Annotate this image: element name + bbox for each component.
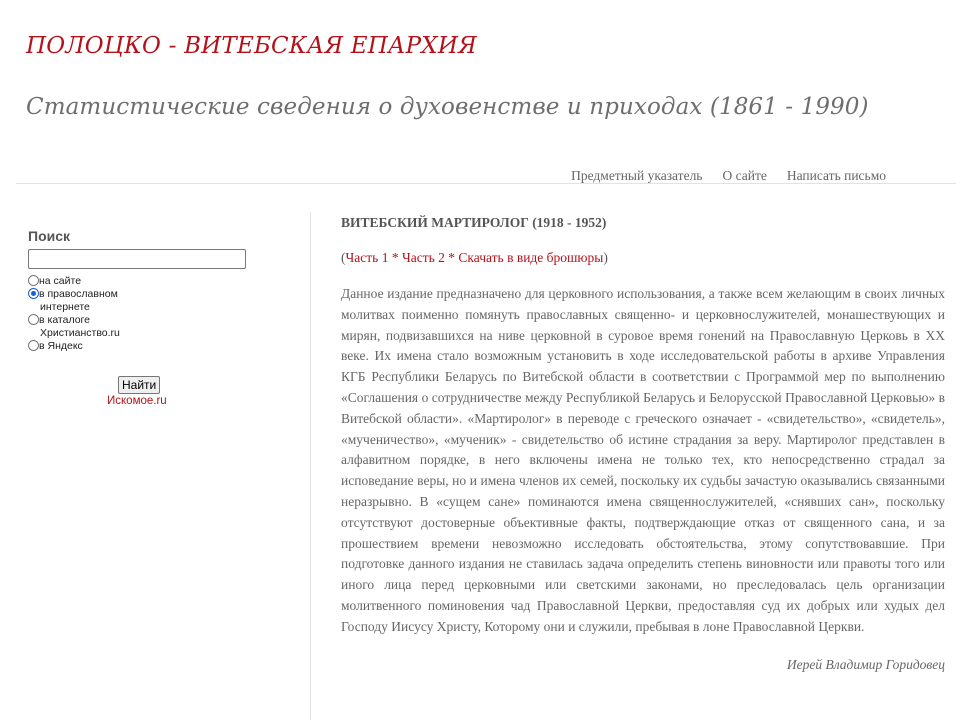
intro-paragraph: Данное издание предназначено для церковного использования, а также всем желающим в своих личных молитвах поименно помянуть православных священно- и церковнослужителей, монашествующих и мирян, подвизавшихся на ниве церковной в суровое время гонений на Православную Церковь в XX веке. Их имена стало возможным установить в ходе исследовательской работы в архиве Управления КГБ Республики Беларусь по Витебской области в соответствии с Программой мер по выполнению «Соглашения о сотрудничестве между Республикой Беларусь и Белорусской Православной Церковью» в Витебской области». «Мартиролог» в переводе с греческого означает - «свидетельство», «свидетель», «мученичество», «мученик» - свидетельство об истине страдания за веру. Мартиролог представлен в алфавитном порядке, в него включены имена не только тех, кто непосредственно страдал за исповедание веры, но и имена членов их семей, поскольку их судьбы зачастую оказывались связанными неразрывно. В «сущем сане» поминаются имена священнослужителей, «снявших сан», поскольку отсутствуют достоверные объективные факты, подтверждающие отказ от священного сана, и за прошествием времени невозможно исследовать обстоятельства, этому сопутствовавшие. При подготовке данного издания не ставилась задача определить степень виновности или правоты того или иного лица перед церковными или светскими законами, но преследовалась цель организации молитвенного поминовения чад Православной Церкви, предоставляя суд их добрых или худых дел Господу Иисусу Христу, Которому они и служили, пребывая в лоне Православной Церкви. xyxy=(341,286,945,634)
radio-button[interactable] xyxy=(28,314,39,325)
top-navigation xyxy=(571,168,886,184)
search-option-site[interactable] xyxy=(28,275,288,288)
separator: * xyxy=(388,250,402,265)
search-option-label: на сайте xyxy=(39,275,82,287)
column-divider xyxy=(310,212,311,720)
part-1-link[interactable]: Часть 1 xyxy=(345,250,389,265)
search-sidebar xyxy=(28,228,288,407)
nav-about-link[interactable]: О сайте xyxy=(722,168,767,183)
paren-close: ) xyxy=(603,250,608,265)
radio-button[interactable] xyxy=(28,275,39,286)
search-option-catalog[interactable] xyxy=(28,314,288,340)
find-button[interactable]: Найти xyxy=(118,376,160,394)
parts-links xyxy=(341,250,945,266)
header-divider xyxy=(16,183,956,184)
main-content xyxy=(341,215,945,673)
nav-write-letter-link[interactable]: Написать письмо xyxy=(786,168,886,183)
search-option-label: в каталоге xyxy=(39,314,90,326)
download-brochure-link[interactable]: Скачать в виде брошюры xyxy=(458,250,604,265)
radio-button-selected[interactable] xyxy=(28,288,39,299)
search-option-label-line2: интернете xyxy=(40,301,90,313)
radio-button[interactable] xyxy=(28,340,39,351)
search-option-label: в православном xyxy=(39,288,118,300)
search-option-label-line2: Христианство.ru xyxy=(40,327,120,339)
nav-subject-index-link[interactable]: Предметный указатель xyxy=(571,168,703,183)
iskomoe-link[interactable]: Искомое.ru xyxy=(107,395,167,407)
search-option-yandex[interactable] xyxy=(28,340,288,353)
search-option-label: в Яндекс xyxy=(39,340,83,352)
site-subtitle: Статистические сведения о духовенстве и приходах (1861 - 1990) xyxy=(26,94,869,120)
author-signature: Иерей Владимир Горидовец xyxy=(786,656,945,672)
search-heading: Поиск xyxy=(28,228,71,244)
separator: * xyxy=(444,250,459,265)
paren-open: ( xyxy=(341,250,346,265)
search-option-orthodox-internet[interactable] xyxy=(28,288,288,314)
search-input[interactable] xyxy=(28,249,246,269)
site-title: ПОЛОЦКО - ВИТЕБСКАЯ ЕПАРХИЯ xyxy=(26,33,477,59)
part-2-link[interactable]: Часть 2 xyxy=(401,250,445,265)
page-heading: ВИТЕБСКИЙ МАРТИРОЛОГ (1918 - 1952) xyxy=(341,215,607,230)
